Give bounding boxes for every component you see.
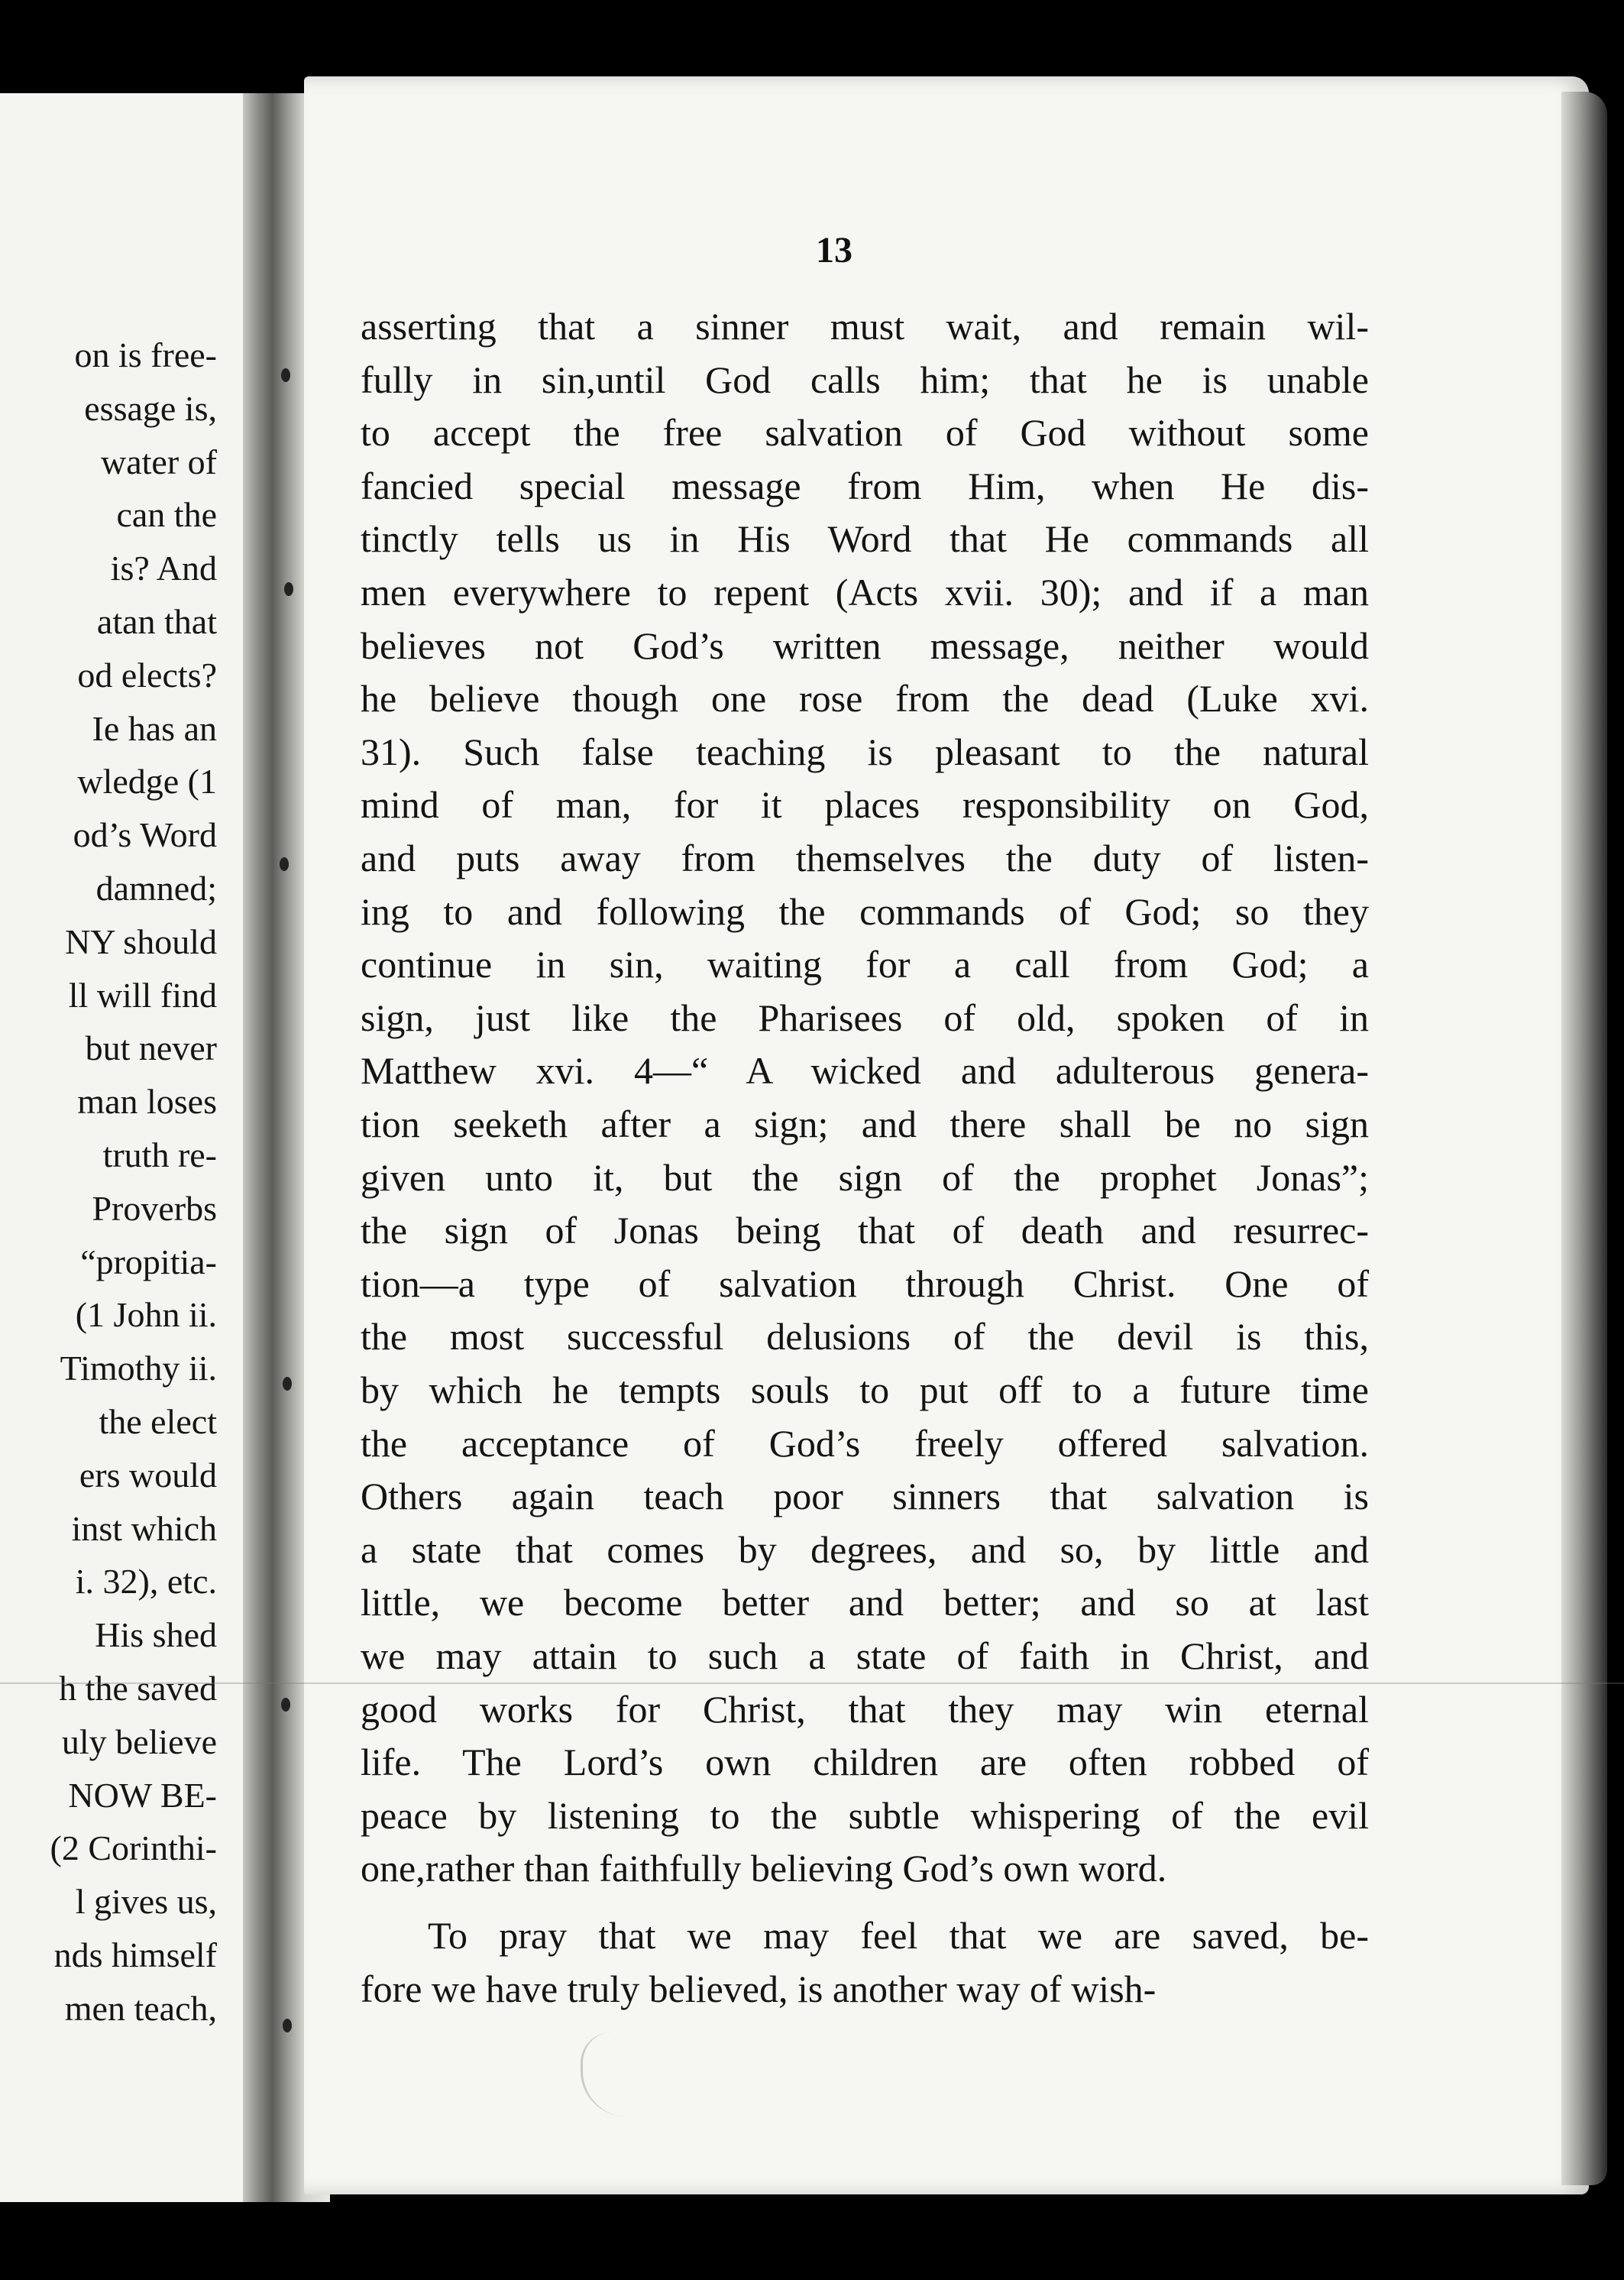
body-text-line: mind of man, for it places responsibility on God, [361, 783, 1369, 827]
body-text-line: one,rather than faithfully believing God’s own word. [361, 1847, 1167, 1890]
page-edge [1561, 92, 1607, 2185]
body-text-line: continue in sin, waiting for a call from God; a [361, 943, 1369, 986]
left-page-line: man loses [77, 1082, 217, 1122]
body-text-line: fully in sin,until God calls him; that he is unable [361, 358, 1369, 401]
left-page-line: atan that [96, 602, 217, 641]
body-text-line: little, we become better and better; and so at last [361, 1581, 1369, 1624]
body-text-line: Others again teach poor sinners that salvation is [361, 1475, 1369, 1518]
left-page [0, 93, 275, 2202]
left-page-line: NY should [65, 921, 217, 961]
left-page-line: damned; [95, 869, 217, 908]
left-page-line: nds himself [53, 1935, 217, 1974]
left-page-line: Ie has an [92, 708, 217, 748]
left-page-line: h the saved [59, 1669, 217, 1708]
left-page-line: is? And [110, 549, 217, 588]
body-text-line: and puts away from themselves the duty of listen- [361, 837, 1369, 879]
body-text-line: tion—a type of salvation through Christ. One of [361, 1261, 1369, 1305]
body-text-line: the acceptance of God’s freely offered salvation. [361, 1421, 1369, 1465]
body-text-line: asserting that a sinner must wait, and remain wil- [361, 305, 1369, 348]
left-page-line: i. 32), etc. [75, 1562, 217, 1602]
left-page-line: men teach, [64, 1988, 217, 2028]
body-text-line: believes not God’s written message, neither would [361, 623, 1369, 667]
left-page-line: wledge (1 [77, 762, 217, 802]
left-page-line: His shed [95, 1615, 217, 1655]
left-page-line: (2 Corinthi- [50, 1828, 217, 1868]
left-page-line: (1 John ii. [75, 1295, 217, 1335]
left-page-line: Timothy ii. [60, 1349, 217, 1388]
left-page-line: uly believe [61, 1721, 217, 1761]
binding-hole [281, 368, 290, 382]
body-text-line: to accept the free salvation of God without some [361, 411, 1369, 455]
left-page-line: water of [101, 442, 217, 481]
body-text-line: the most successful delusions of the devil is this, [361, 1315, 1369, 1359]
body-text-line: he believe though one rose from the dead (Luke xvi. [361, 677, 1369, 721]
body-text-line: men everywhere to repent (Acts xvii. 30); and if a man [361, 571, 1369, 614]
body-text-line: To pray that we may feel that we are saved, be- [428, 1914, 1369, 1957]
binding-hole [284, 582, 293, 596]
body-text-line: 31). Such false teaching is pleasant to the natural [361, 730, 1369, 773]
binding-hole [280, 857, 289, 871]
binding-hole [283, 2019, 292, 2032]
body-text-line: fore we have truly believed, is another way of wish- [361, 1967, 1157, 2010]
binding-hole [283, 1377, 292, 1391]
body-text-line: a state that comes by degrees, and so, by little and [361, 1527, 1369, 1571]
left-page-line: truth re- [102, 1135, 217, 1174]
body-text-line: sign, just like the Pharisees of old, spoken of in [361, 996, 1369, 1039]
left-page-line: the elect [99, 1402, 217, 1441]
body-text-line: life. The Lord’s own children are often robbed of [361, 1741, 1369, 1784]
left-page-line: but never [85, 1028, 217, 1068]
left-page-line: inst which [71, 1508, 217, 1548]
left-page-line: on is free- [74, 335, 217, 374]
left-page-line: Proverbs [92, 1188, 217, 1228]
body-text-line: by which he tempts souls to put off to a future time [361, 1368, 1369, 1411]
body-text-line: Matthew xvi. 4—“ A wicked and adulterous genera- [361, 1049, 1369, 1093]
body-text-line: good works for Christ, that they may win eternal [361, 1687, 1369, 1731]
left-page-line: ll will find [68, 975, 217, 1015]
body-text-line: peace by listening to the subtle whispering of the evil [361, 1793, 1369, 1837]
left-page-line: l gives us, [75, 1882, 217, 1922]
left-page-line: ers would [79, 1455, 217, 1495]
left-page-line: od elects? [77, 655, 217, 695]
left-page-line: essage is, [84, 388, 217, 428]
body-text-line: tinctly tells us in His Word that He commands all [361, 517, 1369, 561]
body-text-line: tion seeketh after a sign; and there shall be no sign [361, 1103, 1369, 1145]
body-text-line: we may attain to such a state of faith in Christ, and [361, 1634, 1369, 1677]
crease-line [0, 1682, 1624, 1684]
body-text-line: given unto it, but the sign of the prophet Jonas”; [361, 1155, 1369, 1199]
page-number: 13 [816, 230, 852, 270]
body-text-line: ing to and following the commands of God; so they [361, 889, 1369, 933]
left-page-line: NOW BE- [68, 1775, 217, 1815]
left-page-line: can the [116, 495, 217, 535]
body-text-line: the sign of Jonas being that of death and resurrec- [361, 1209, 1369, 1252]
body-text-line: fancied special message from Him, when He dis- [361, 464, 1369, 507]
binding-hole [281, 1698, 290, 1712]
left-page-line: “propitia- [80, 1242, 217, 1281]
left-page-line: od’s Word [73, 815, 217, 855]
